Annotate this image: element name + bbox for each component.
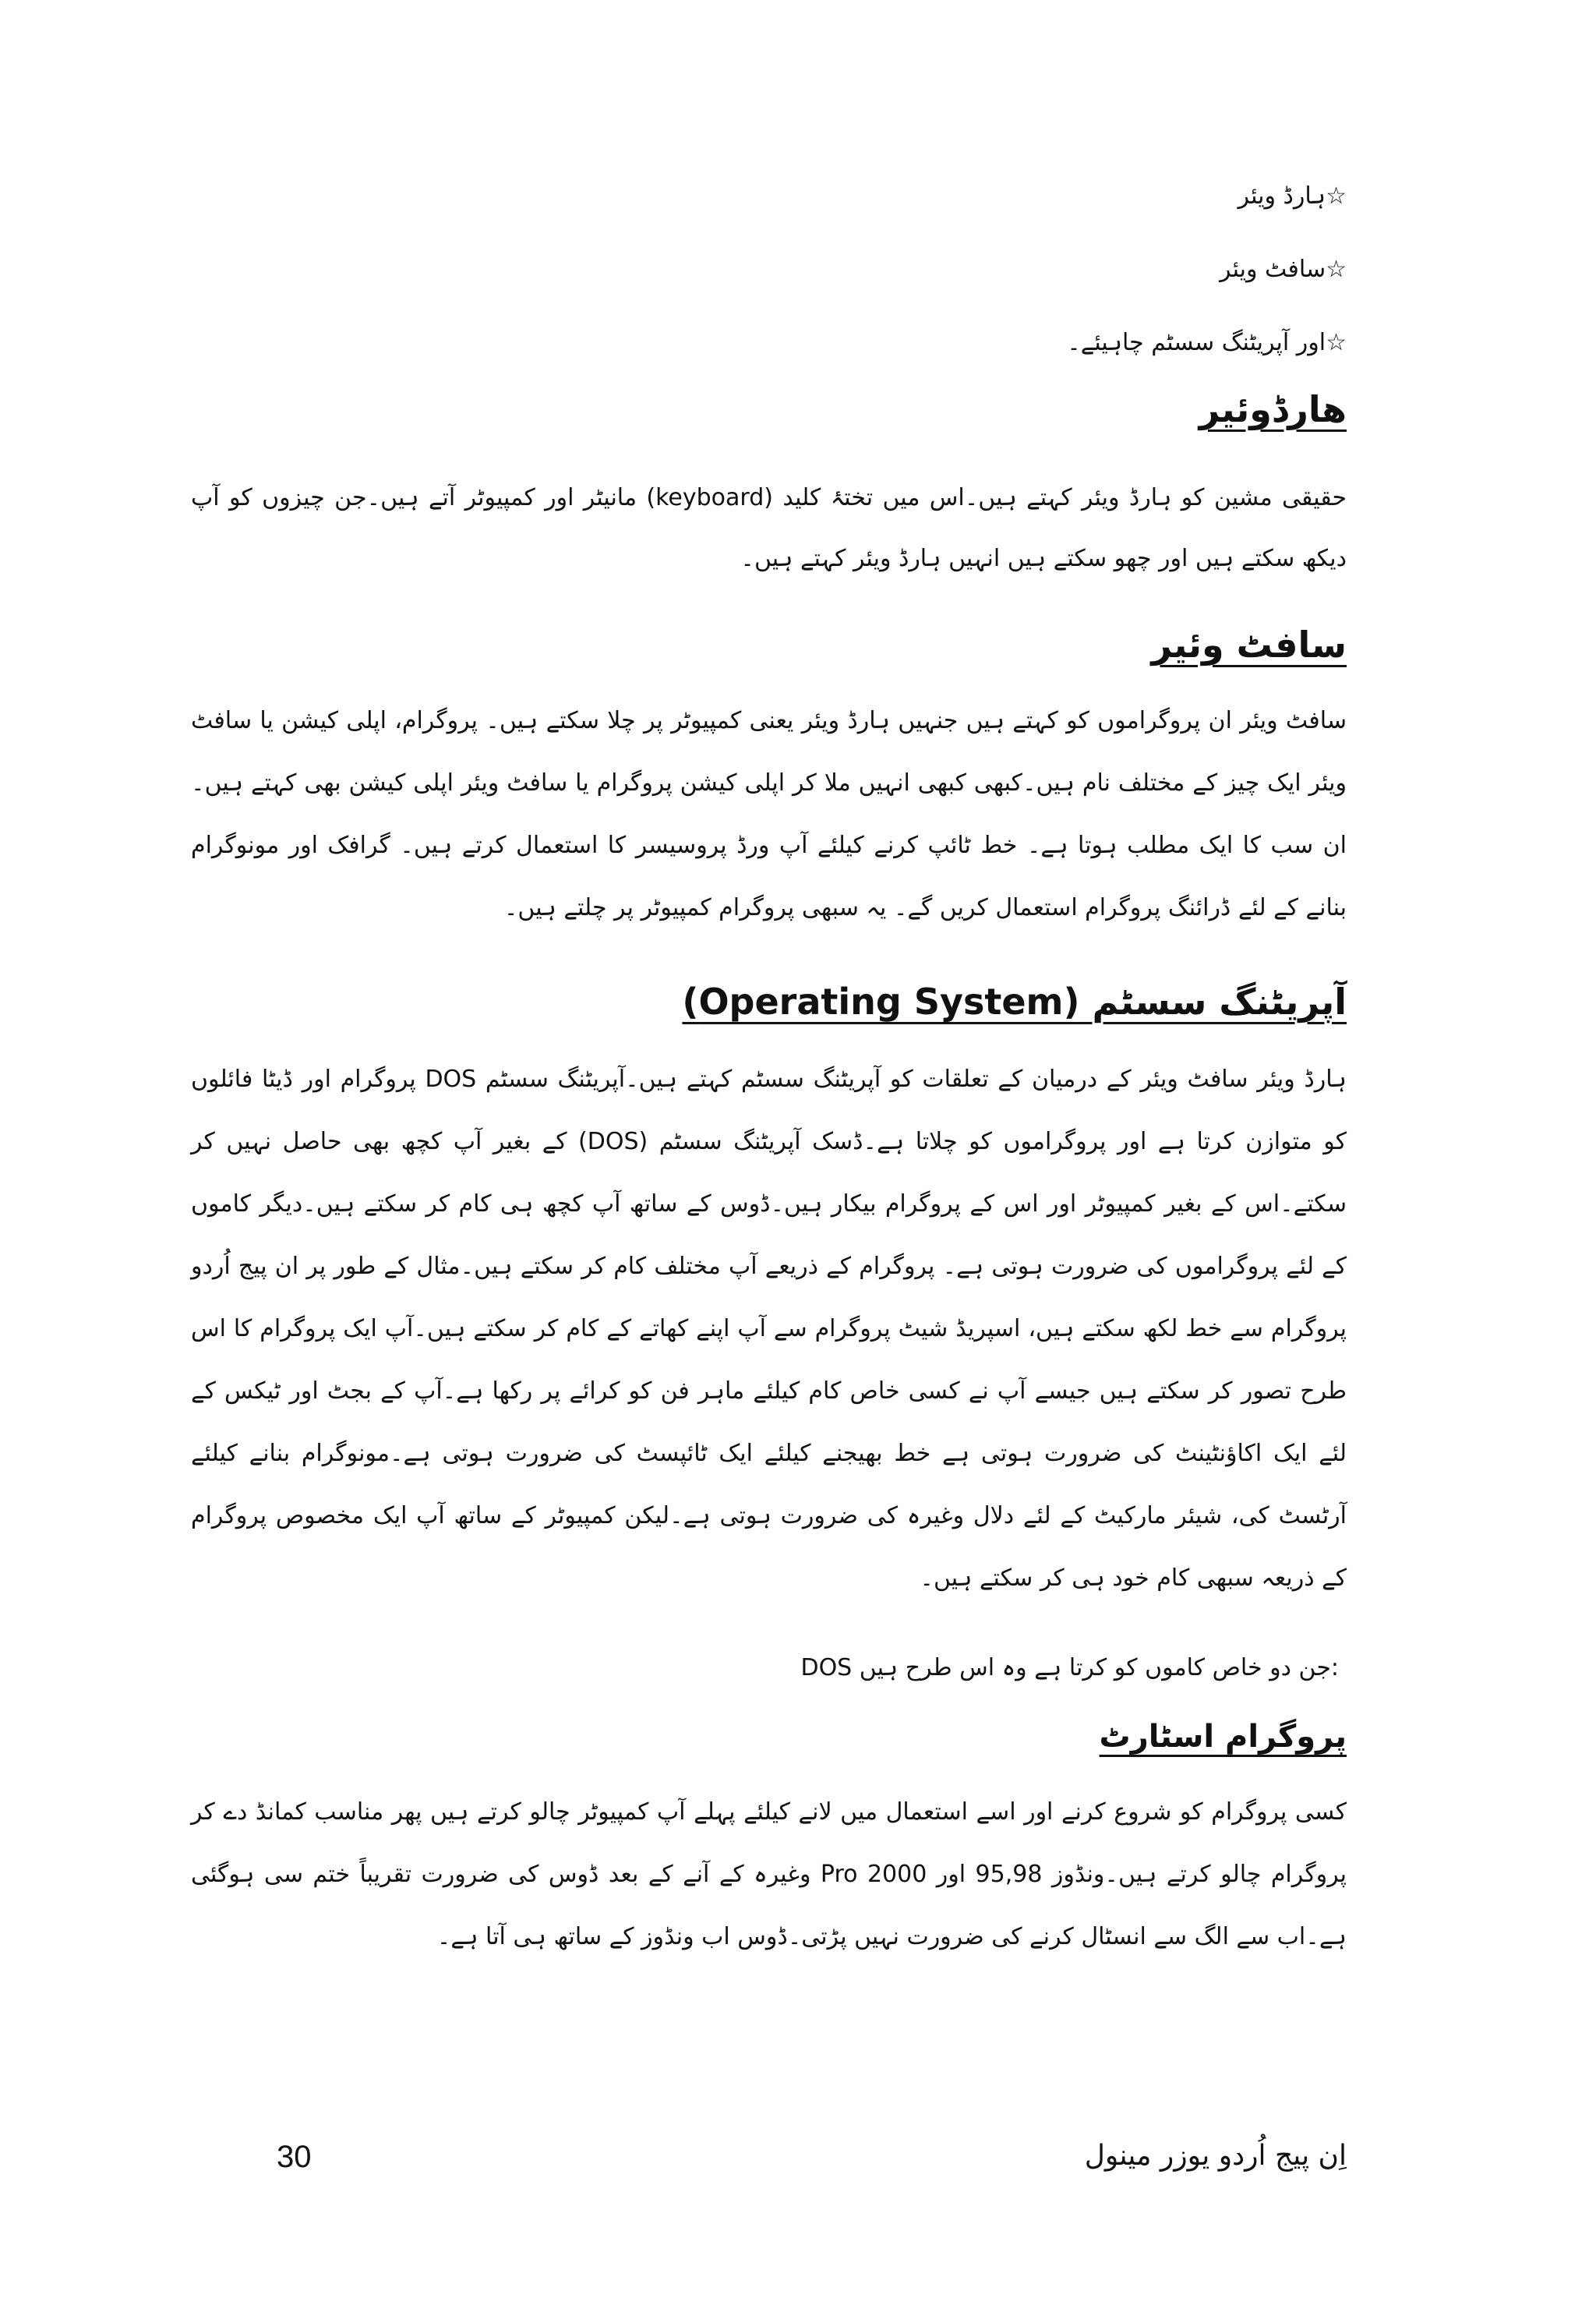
bullet-operating-system: ☆اور آپریٹنگ سسٹم چاہیئے۔: [1067, 329, 1347, 356]
bullet-hardware: ☆ہارڈ ویئر: [1238, 182, 1347, 210]
intro-bullet-list: [879, 160, 1347, 380]
hardware-paragraph: حقیقی مشین کو ہارڈ ویئر کہتے ہیں۔اس میں تختۂ کلید (keyboard) مانیٹر اور کمپیوٹر آتے ہیں۔جن چیزوں کو آپ دیکھ سکتے ہیں اور چھو سکتے ہیں انہیں ہارڈ ویئر کہتے ہیں۔: [191, 484, 1347, 572]
bullet-software: ☆سافٹ ویئر: [1220, 256, 1347, 283]
software-heading: سافٹ وئیر: [1151, 624, 1347, 666]
dos-tasks-line: DOS جن دو خاص کاموں کو کرتا ہے وہ اس طرح ہیں:: [800, 1654, 1339, 1681]
program-start-heading: پروگرام اسٹارٹ: [1099, 1719, 1347, 1755]
software-paragraph: سافٹ ویئر ان پروگراموں کو کہتے ہیں جنہیں ہارڈ ویئر یعنی کمپیوٹر پر چلا سکتے ہیں۔ پروگرام، اپلی کیشن یا سافٹ ویئر ایک چیز کے مختلف نام ہیں۔کبھی کبھی انہیں ملا کر اپلی کیشن پروگرام یا سافٹ ویئر اپلی کیشن بھی کہتے ہیں۔ان سب کا ایک مطلب ہوتا ہے۔ خط ٹائپ کرنے کیلئے آپ ورڈ پروسیسر کا استعمال کرتے ہیں۔ گرافک اور مونوگرام بنانے کے لئے ڈرائنگ پروگرام استعمال کریں گے۔ یہ سبھی پروگرام کمپیوٹر پر چلتے ہیں۔: [191, 707, 1347, 921]
page-number: 30: [277, 2140, 312, 2174]
hardware-heading: ھارڈوئیر: [1199, 388, 1347, 430]
operating-system-heading: آپریٹنگ سسٹم (Operating System): [682, 981, 1347, 1023]
operating-system-paragraph: ہارڈ ویئر سافٹ ویئر کے درمیان کے تعلقات کو آپریٹنگ سسٹم کہتے ہیں۔آپریٹنگ سسٹم DOS پروگرام اور ڈیٹا فائلوں کو متوازن کرتا ہے اور پروگراموں کو چلاتا ہے۔ڈسک آپریٹنگ سسٹم (DOS) کے بغیر آپ کچھ بھی حاصل نہیں کر سکتے۔اس کے بغیر کمپیوٹر اور اس کے پروگرام بیکار ہیں۔ڈوس کے ساتھ آپ کچھ ہی کام کر سکتے ہیں۔دیگر کاموں کے لئے پروگراموں کی ضرورت ہوتی ہے۔ پروگرام کے ذریعے آپ مختلف کام کر سکتے ہیں۔مثال کے طور پر ان پیج اُردو پروگرام سے خط لکھ سکتے ہیں، اسپریڈ شیٹ پروگرام سے آپ اپنے کھاتے کے کام کر سکتے ہیں۔آپ ایک پروگرام کا اس طرح تصور کر سکتے ہیں جیسے آپ نے کسی خاص کام کیلئے ماہر فن کو کرائے پر رکھا ہے۔آپ کے بجٹ اور ٹیکس کے لئے ایک اکاؤنٹینٹ کی ضرورت ہوتی ہے خط بھیجنے کیلئے ایک ٹائپسٹ کی ضرورت ہوتی ہے۔مونوگرام بنانے کیلئے آرٹسٹ کی، شیئر مارکیٹ کے لئے دلال وغیرہ کی ضرورت ہوتی ہے۔لیکن کمپیوٹر کے ساتھ آپ ایک مخصوص پروگرام کے ذریعہ سبھی کام خود ہی کر سکتے ہیں۔: [191, 1066, 1347, 1592]
footer-title: اِن پیج اُردو یوزر مینول: [1084, 2140, 1347, 2172]
program-start-paragraph: کسی پروگرام کو شروع کرنے اور اسے استعمال میں لانے کیلئے پہلے آپ کمپیوٹر چالو کرتے ہیں پھر مناسب کمانڈ دے کر پروگرام چالو کرتے ہیں۔ونڈوز 95,98 اور Pro 2000 وغیرہ کے آنے کے بعد ڈوس کی ضرورت تقریباً ختم سی ہوگئی ہے۔اب سے الگ سے انسٹال کرنے کی ضرورت نہیں پڑتی۔ڈوس اب ونڈوز کے ساتھ ہی آتا ہے۔: [191, 1798, 1347, 1950]
